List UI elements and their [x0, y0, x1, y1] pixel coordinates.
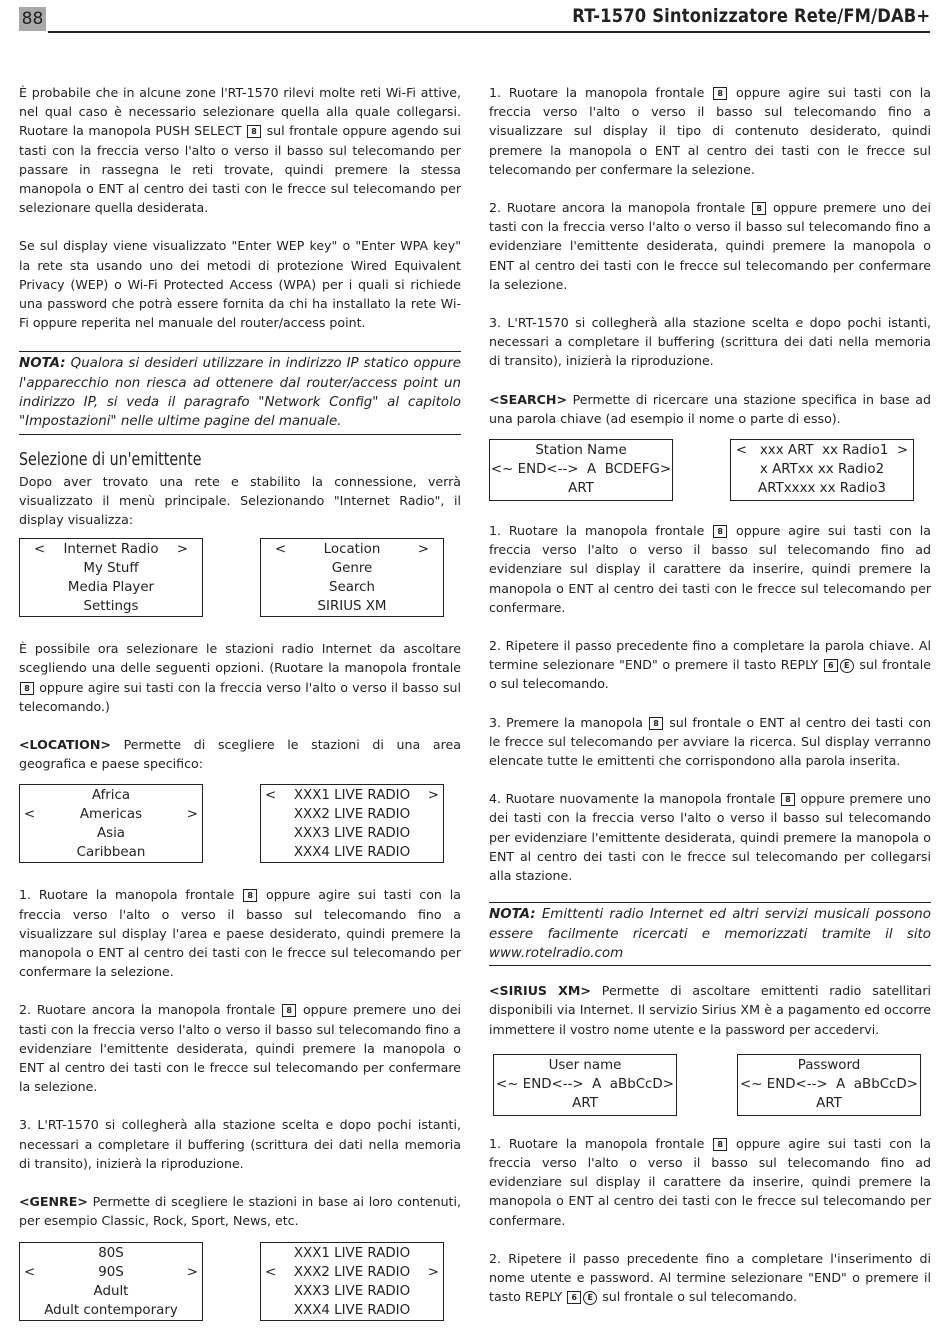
right-column	[489, 83, 931, 1325]
paragraph: 1. Ruotare la manopola frontale 8 oppure agire sui tasti con la freccia verso l'alto o verso il basso sul telecomando fino a visualizzare sul display il tipo di contenuto desiderato, quindi premere la manopola o ENT al centro dei tasti con le frecce sul telecomando per confermare la selezione.	[489, 85, 931, 177]
knob-8-icon: 8	[649, 717, 663, 730]
paragraph: È probabile che in alcune zone l'RT-1570 rilevi molte reti Wi-Fi attive, nel qual caso è necessario selezionare quella alla quale collegarsi. Ruotare la manopola PUSH SELECT 8 sul frontale oppure agendo sui tasti con la freccia verso l'alto o verso il basso sul telecomando per passare in rassegna le reti trovate, quindi premere la stessa manopola o ENT al centro dei tasti con le frecce sul telecomando per selezionare quella desiderata.	[19, 85, 461, 216]
paragraph: Se sul display viene visualizzato "Enter WEP key" o "Enter WPA key" la rete sta usando uno dei metodi di protezione Wired Equivalent Privacy (WEP) o Wi-Fi Protected Access (WPA) per i quali si richiede una password che potrà essere fornita da chi ha installato la rete Wi-Fi oppure reperita nel manuale del router/access point.	[19, 238, 461, 331]
knob-8-icon: 8	[247, 125, 261, 138]
lcd-row	[19, 1242, 461, 1330]
arrow-right-icon: >	[186, 807, 198, 823]
paragraph: 1. Ruotare la manopola frontale 8 oppure agire sui tasti con la freccia verso l'alto o verso il basso sul telecomando fino a visualizzare sul display l'area e paese desiderato, quindi premere la manopola o ENT al centro dei tasti con le frecce sul telecomando per confermare la selezione.	[19, 887, 461, 980]
knob-8-icon: 8	[713, 525, 727, 538]
lcd-display: Africa < Americas > Asia Caribbean	[19, 784, 203, 863]
paragraph: <GENRE> Permette di scegliere le stazioni in base ai loro contenuti, per esempio Classic, Rock, Sport, News, etc.	[19, 1194, 461, 1229]
lcd-display: Station Name <~ END<--> A BCDEFG> ART	[489, 439, 673, 501]
paragraph: 3. L'RT-1570 si collegherà alla stazione scelta e dopo pochi istanti, necessari a completare il buffering (scrittura dei dati nella memoria di transito), inizierà la riproduzione.	[19, 1117, 461, 1171]
lcd-row	[489, 1054, 931, 1116]
paragraph: 1. Ruotare la manopola frontale 8 oppure agire sui tasti con la freccia verso l'alto o verso il basso sul telecomando fino ad evidenziare sul display il carattere da inserire, quindi premere la manopola o ENT al centro dei tasti con le frecce sul telecomando per confermare.	[489, 523, 931, 615]
arrow-right-icon: >	[186, 1264, 198, 1280]
knob-8-icon: 8	[20, 682, 34, 695]
arrow-left-icon: <	[265, 1264, 277, 1280]
arrow-right-icon: >	[427, 1264, 439, 1280]
lcd-display: < Internet Radio > My Stuff Media Player Settings	[19, 538, 203, 617]
lcd-display: < Location > Genre Search SIRIUS XM	[260, 538, 444, 617]
knob-8-icon: 8	[243, 889, 257, 902]
paragraph: 2. Ripetere il passo precedente fino a completare l'inserimento di nome utente e password. Al termine selezionare "END" o premere il tasto REPLY 6 E sul frontale o sul telecomando.	[489, 1250, 931, 1305]
lcd-display: 80S < 90S > Adult Adult contemporary	[19, 1242, 203, 1321]
arrow-left-icon: <	[265, 788, 277, 804]
reply-e-icon: E	[583, 1291, 597, 1305]
paragraph: <SIRIUS XM> Permette di ascoltare emittenti radio satellitari disponibili via Internet. Il servizio Sirius XM è a pagamento ed occorre immettere il vostro nome utente e la password per accedervi.	[489, 983, 931, 1037]
knob-8-icon: 8	[713, 87, 727, 100]
paragraph: 2. Ruotare ancora la manopola frontale 8 oppure premere uno dei tasti con la freccia verso l'alto o verso il basso sul telecomando fino a evidenziare l'emittente desiderata, quindi premere la manopola o ENT al centro dei tasti con le frecce sul telecomando per confermare la selezione.	[19, 1002, 461, 1095]
knob-8-icon: 8	[752, 202, 766, 215]
knob-8-icon: 8	[713, 1138, 727, 1151]
arrow-left-icon: <	[34, 542, 46, 558]
knob-8-icon: 8	[781, 793, 795, 806]
header-rule	[48, 31, 930, 33]
paragraph: 2. Ripetere il passo precedente fino a completare la parola chiave. Al termine selezionare "END" o premere il tasto REPLY 6 E sul frontale o sul telecomando.	[489, 638, 931, 692]
reply-6-icon: 6	[567, 1291, 581, 1304]
lcd-row	[19, 538, 461, 626]
lcd-row	[19, 784, 461, 872]
page-title: RT-1570 Sintonizzatore Rete/FM/DAB+	[571, 5, 930, 27]
arrow-right-icon: >	[417, 542, 429, 558]
lcd-display: XXX1 LIVE RADIO < XXX2 LIVE RADIO > XXX3 LIVE RADIO XXX4 LIVE RADIO	[260, 1242, 444, 1321]
paragraph: 2. Ruotare ancora la manopola frontale 8 oppure premere uno dei tasti con la freccia verso l'alto o verso il basso sul telecomando fino a evidenziare l'emittente desiderata, quindi premere la manopola o ENT al centro dei tasti con le frecce sul telecomando per confermare la selezione.	[489, 200, 931, 292]
arrow-left-icon: <	[24, 807, 36, 823]
paragraph: <LOCATION> Permette di scegliere le stazioni di una area geografica e paese specifico:	[19, 737, 461, 772]
section-heading: Selezione di un'emittente	[19, 448, 202, 470]
arrow-left-icon: <	[24, 1264, 36, 1280]
page-number: 88	[19, 7, 46, 31]
paragraph: <SEARCH> Permette di ricercare una stazione specifica in base ad una parola chiave (ad esempio il nome o parte di esso).	[489, 391, 931, 426]
left-column	[19, 83, 461, 1343]
paragraph: 3. Premere la manopola 8 sul frontale o ENT al centro dei tasti con le frecce sul telecomando per avviare la ricerca. Sul display verranno elencate tutte le emittenti che corrispondono alla parola inserita.	[489, 714, 931, 769]
lcd-display: Password <~ END<--> A aBbCcD> ART	[737, 1054, 921, 1116]
lcd-display: < xxx ART xx Radio1 > x ARTxx xx Radio2 ARTxxxx xx Radio3	[730, 439, 914, 501]
lcd-display: < XXX1 LIVE RADIO > XXX2 LIVE RADIO XXX3 LIVE RADIO XXX4 LIVE RADIO	[260, 784, 444, 863]
arrow-right-icon: >	[427, 788, 439, 804]
paragraph: È possibile ora selezionare le stazioni radio Internet da ascoltare scegliendo una delle seguenti opzioni. (Ruotare la manopola frontale 8 oppure agire sui tasti con la freccia verso l'alto o verso il basso sul telecomando.)	[19, 641, 461, 714]
paragraph: 1. Ruotare la manopola frontale 8 oppure agire sui tasti con la freccia verso l'alto o verso il basso sul telecomando fino ad evidenziare sul display il carattere da inserire, quindi premere la manopola o ENT al centro dei tasti con le frecce sul telecomando per confermare.	[489, 1135, 931, 1228]
note: NOTA: Emittenti radio Internet ed altri servizi musicali possono essere facilmente ricercati e memorizzati tramite il sito www.rotelradio.com	[489, 902, 931, 966]
lcd-display: User name <~ END<--> A aBbCcD> ART	[493, 1054, 677, 1116]
arrow-right-icon: >	[176, 542, 188, 558]
paragraph: 4. Ruotare nuovamente la manopola frontale 8 oppure premere uno dei tasti con la freccia verso l'alto o verso il basso sul telecomando per evidenziare l'emittente desiderata, quindi premere la manopola o ENT al centro dei tasti con le frecce sul telecomando per collegarsi alla stazione.	[489, 791, 931, 884]
knob-8-icon: 8	[282, 1004, 296, 1017]
paragraph: Dopo aver trovato una rete e stabilito la connessione, verrà visualizzato il menù principale. Selezionando "Internet Radio", il display visualizza:	[19, 473, 461, 528]
note: NOTA: Qualora si desideri utilizzare in indirizzo IP statico oppure l'apparecchio non riesca ad ottenere dal router/access point un indirizzo IP, si veda il paragrafo "Network Config" al capitolo "Impostazioni" nelle ultime pagine del manuale.	[19, 351, 461, 434]
reply-6-icon: 6	[824, 659, 838, 672]
paragraph: 3. L'RT-1570 si collegherà alla stazione scelta e dopo pochi istanti, necessari a completare il buffering (scrittura dei dati nella memoria di transito), inizierà la riproduzione.	[489, 315, 931, 369]
reply-e-icon: E	[840, 659, 854, 673]
lcd-row	[489, 439, 931, 501]
arrow-left-icon: <	[275, 542, 287, 558]
